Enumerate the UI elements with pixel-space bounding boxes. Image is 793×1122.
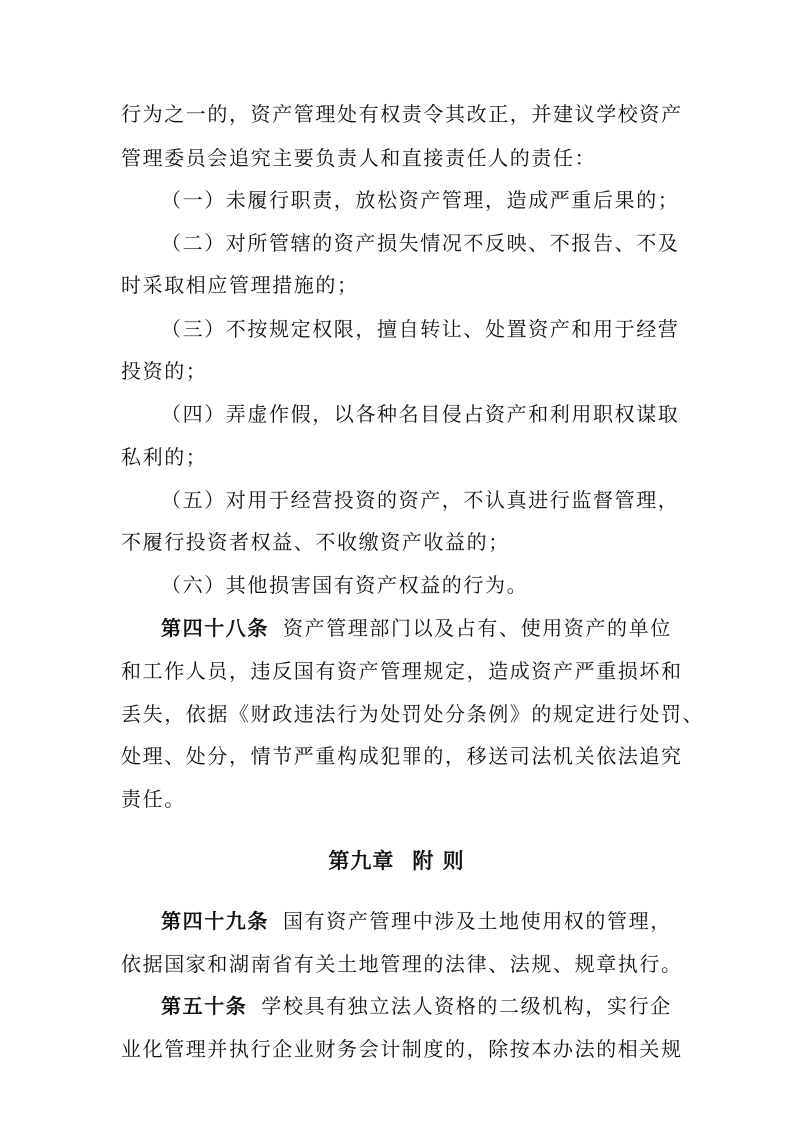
list-item: （四）弄虚作假，以各种名目侵占资产和利用职权谋取 (161, 402, 680, 426)
paragraph-line: 私利的； (121, 445, 208, 469)
article-label: 第五十条 (161, 994, 248, 1018)
paragraph-line: 管理委员会追究主要负责人和直接责任人的责任： (121, 146, 597, 170)
article-48-first-line (161, 614, 681, 642)
chapter-number: 第九章 (328, 849, 395, 873)
paragraph-line: 行为之一的，资产管理处有权责令其改正，并建议学校资产 (121, 102, 683, 126)
list-item: （一）未履行职责，放松资产管理，造成严重后果的； (161, 188, 680, 212)
list-item: （三）不按规定权限，擅自转让、处置资产和用于经营 (161, 317, 680, 341)
article-text: 学校具有独立法人资格的二级机构，实行企 (261, 994, 672, 1018)
paragraph-line: 责任。 (121, 787, 186, 811)
paragraph-line: 时采取相应管理措施的； (121, 273, 359, 297)
paragraph-line: 处理、处分，情节严重构成犯罪的，移送司法机关依法追究 (121, 744, 683, 768)
paragraph-line: 丢失，依据《财政违法行为处罚处分条例》的规定进行处罚、 (121, 702, 705, 726)
paragraph-line: 依据国家和湖南省有关土地管理的法律、法规、规章执行。 (121, 952, 683, 976)
chapter-title: 附 则 (412, 849, 465, 873)
article-text: 国有资产管理中涉及土地使用权的管理， (283, 909, 672, 933)
article-label: 第四十八条 (161, 616, 269, 640)
paragraph-line: 投资的； (121, 359, 208, 383)
article-50-first-line (161, 992, 681, 1020)
article-49-first-line (161, 907, 681, 935)
paragraph-line: 不履行投资者权益、不收缴资产收益的； (121, 530, 510, 554)
list-item: （二）对所管辖的资产损失情况不反映、不报告、不及 (161, 231, 680, 255)
list-item: （六）其他损害国有资产权益的行为。 (161, 573, 529, 597)
chapter-heading (0, 846, 793, 876)
paragraph-line: 业化管理并执行企业财务会计制度的，除按本办法的相关规 (121, 1037, 683, 1061)
paragraph-line: 和工作人员，违反国有资产管理规定，造成资产严重损坏和 (121, 659, 683, 683)
article-label: 第四十九条 (161, 909, 269, 933)
list-item: （五）对用于经营投资的资产，不认真进行监督管理， (161, 488, 680, 512)
article-text: 资产管理部门以及占有、使用资产的单位 (283, 616, 672, 640)
